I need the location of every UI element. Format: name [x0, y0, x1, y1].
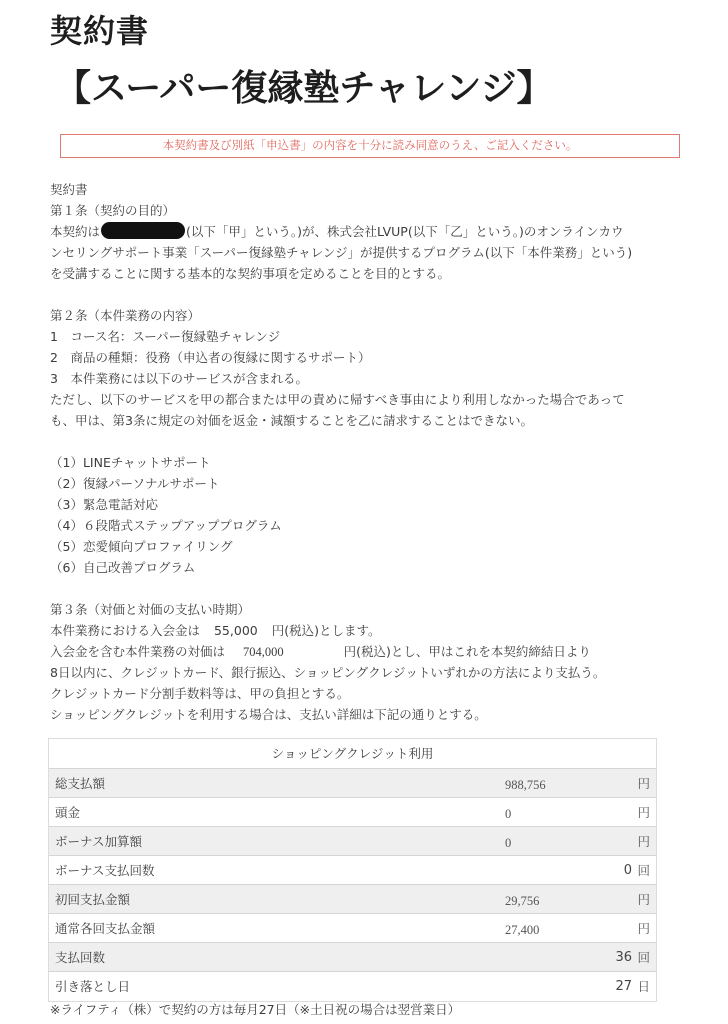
- article1-line3: を受講することに関する基本的な契約事項を定めることを目的とする。: [50, 266, 451, 281]
- row-value: 0: [505, 807, 512, 821]
- total-fee-amount: 704,000: [242, 645, 284, 659]
- article2-note-1: ただし、以下のサービスを甲の都合または甲の責めに帰すべき事由により利用しなかった場合であって: [50, 392, 625, 407]
- doc-heading: 契約書: [50, 182, 88, 197]
- article1-line2: ンセリングサポート事業「スーパー復縁塾チャレンジ」が提供するプログラム(以下「本件業務」という): [50, 245, 633, 260]
- payment-methods-line: 8日以内に、クレジットカード、銀行振込、ショッピングクレジットいずれかの方法により支払う。: [50, 665, 606, 680]
- redacted-name: [101, 222, 185, 239]
- service-item-5: （5）恋愛傾向プロファイリング: [50, 539, 233, 554]
- service-item-4: （4）６段階式ステップアッププログラム: [50, 518, 282, 533]
- table-row-bonus-amount: [49, 827, 656, 856]
- shopping-credit-line: ショッピングクレジットを利用する場合は、支払い詳細は下記の通りとする。: [50, 707, 487, 722]
- article2-note-2: も、甲は、第3条に規定の対価を返金・減額することを乙に請求することはできない。: [50, 413, 533, 428]
- table-row-regular-payment: [49, 914, 656, 943]
- footnote: ※ライフティ（株）で契約の方は毎月27日（※土日祝の場合は翌営業日）: [50, 1002, 461, 1017]
- row-unit: 円: [637, 776, 650, 791]
- article2-item-2: 2 商品の種類：役務（申込者の復縁に関するサポート）: [50, 350, 371, 365]
- card-fee-line: クレジットカード分割手数料等は、甲の負担とする。: [50, 686, 350, 701]
- article3-heading: 第３条（対価と対価の支払い時期）: [50, 602, 251, 617]
- row-value: 0: [623, 863, 632, 878]
- row-unit: 円: [637, 834, 650, 849]
- article2-item-3: 3 本件業務には以下のサービスが含まれる。: [50, 371, 308, 386]
- article1-line1-prefix: 本契約は: [50, 224, 101, 239]
- row-unit: 円: [637, 805, 650, 820]
- notice-box: 本契約書及び別紙「申込書」の内容を十分に読み同意のうえ、ご記入ください。: [60, 134, 680, 158]
- article1-line1: [50, 221, 700, 242]
- entry-fee-amount: 55,000: [213, 623, 258, 638]
- row-label: 引き落とし日: [55, 979, 131, 994]
- table-row-debit-day: [49, 972, 656, 1001]
- row-label: ボーナス支払回数: [55, 863, 155, 878]
- program-title: 【スーパー復縁塾チャレンジ】: [55, 68, 553, 109]
- total-fee-line: [50, 641, 700, 662]
- article1-line1-suffix: (以下「甲」という。)が、株式会社LVUP(以下「乙」という。)のオンラインカウ: [186, 224, 624, 239]
- row-value: 36: [615, 950, 632, 965]
- row-value: 988,756: [505, 778, 546, 792]
- article2-heading: 第２条（本件業務の内容）: [50, 308, 201, 323]
- table-row-first-payment: [49, 885, 656, 914]
- document-title: 契約書: [50, 12, 150, 50]
- article2-item-1: 1 コース名：スーパー復縁塾チャレンジ: [50, 329, 281, 344]
- article1-heading: 第１条（契約の目的）: [50, 203, 176, 218]
- table-row-total-payment: [49, 769, 656, 798]
- row-label: 支払回数: [55, 950, 106, 965]
- service-item-2: （2）復縁パーソナルサポート: [50, 476, 220, 491]
- entry-fee-suffix: 円(税込)とします。: [271, 623, 381, 638]
- total-fee-prefix: 入会金を含む本件業務の対価は: [50, 644, 226, 659]
- contract-body: [50, 179, 700, 725]
- row-label: 初回支払金額: [55, 892, 131, 907]
- service-item-6: （6）自己改善プログラム: [50, 560, 196, 575]
- row-value: 29,756: [505, 894, 540, 908]
- row-label: ボーナス加算額: [55, 834, 143, 849]
- row-value: 27: [615, 979, 632, 994]
- row-unit: 回: [637, 950, 650, 965]
- service-item-1: （1）LINEチャットサポート: [50, 455, 211, 470]
- row-unit: 円: [637, 892, 650, 907]
- table-row-bonus-count: [49, 856, 656, 885]
- entry-fee-prefix: 本件業務における入会金は: [50, 623, 201, 638]
- row-value: 27,400: [505, 923, 540, 937]
- entry-fee-line: [50, 620, 700, 641]
- service-item-3: （3）緊急電話対応: [50, 497, 158, 512]
- total-fee-suffix: 円(税込)とし、甲はこれを本契約締結日より: [343, 644, 591, 659]
- row-label: 頭金: [55, 805, 81, 820]
- row-label: 通常各回支払金額: [55, 921, 156, 936]
- row-label: 総支払額: [55, 776, 106, 791]
- row-unit: 回: [637, 863, 650, 878]
- row-value: 0: [505, 836, 512, 850]
- table-row-payment-count: [49, 943, 656, 972]
- row-unit: 日: [637, 979, 650, 994]
- table-header: ショッピングクレジット利用: [49, 739, 656, 769]
- table-row-down-payment: [49, 798, 656, 827]
- shopping-credit-table: [48, 738, 657, 1002]
- row-unit: 円: [637, 921, 650, 936]
